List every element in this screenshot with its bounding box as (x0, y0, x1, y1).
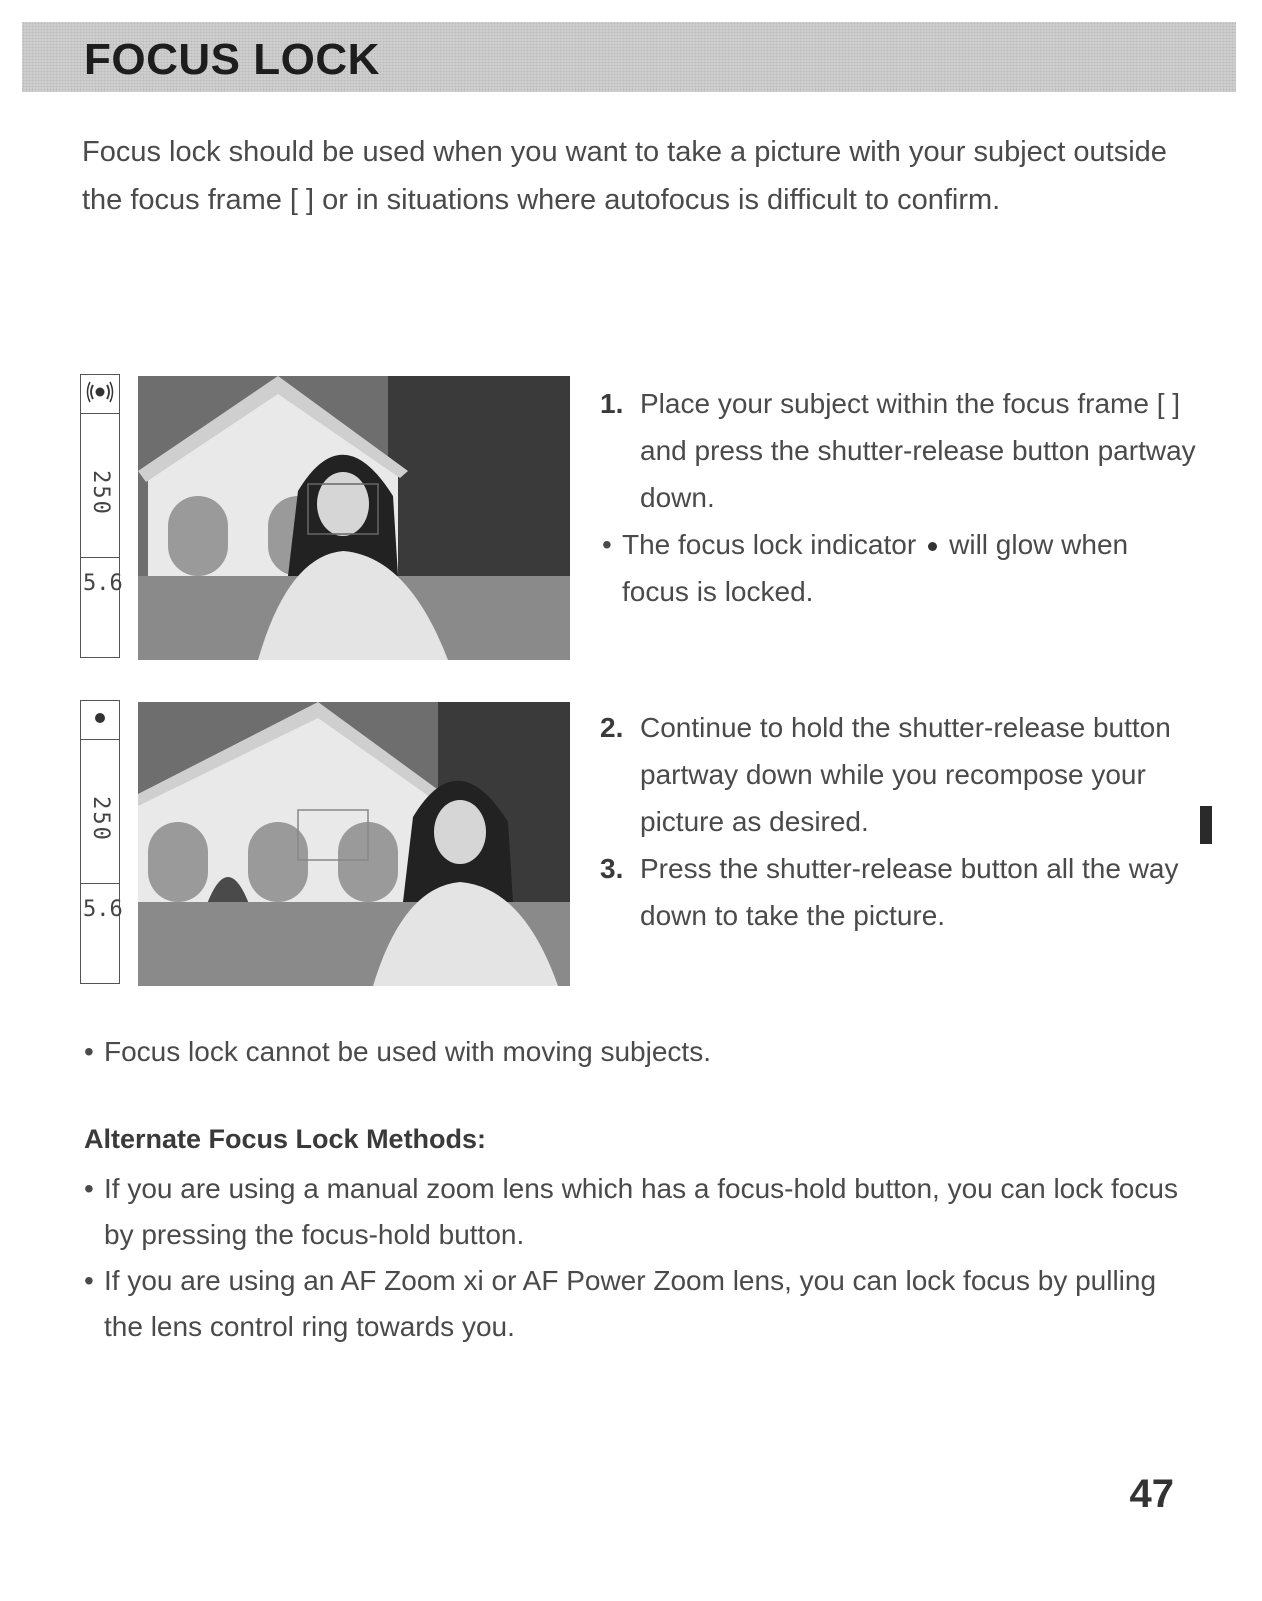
viewfinder-illustration-1 (80, 374, 572, 662)
focus-lock-blinking-icon (81, 379, 119, 409)
note-text: Focus lock cannot be used with moving subjects. (104, 1036, 711, 1067)
bullet-text-after: will glow when focus is locked. (622, 529, 1129, 607)
step-2 (600, 704, 1200, 845)
aperture-readout: 5.6 (83, 897, 123, 922)
step-number: 3. (600, 853, 624, 884)
bullet-marker: • (84, 1036, 94, 1067)
page-title: FOCUS LOCK (84, 35, 380, 84)
viewfinder-display-2 (80, 700, 123, 984)
steps-group-1 (600, 380, 1200, 615)
list-item-text: If you are using an AF Zoom xi or AF Power Zoom lens, you can lock focus by pulling the lens control ring towards you. (104, 1265, 1157, 1342)
step-number: 1. (600, 388, 624, 419)
bullet-marker: • (84, 1173, 94, 1204)
step-text: Continue to hold the shutter-release button partway down while you recompose your picture as desired. (640, 712, 1171, 837)
bullet-marker: • (602, 529, 612, 560)
strip-divider (81, 557, 119, 558)
page-number: 47 (1129, 1472, 1174, 1516)
scene-photo-1 (138, 376, 570, 660)
focus-lock-dot-icon (81, 705, 119, 735)
bullet-text-before: The focus lock indicator (622, 529, 917, 560)
focus-indicator-bullet (600, 521, 1200, 615)
step-1 (600, 380, 1200, 521)
viewfinder-display-1 (80, 374, 123, 658)
shutter-speed-readout: 250 (88, 470, 113, 516)
scene-photo-2 (138, 702, 570, 986)
viewfinder-illustration-2 (80, 700, 572, 988)
moving-subjects-note (82, 1030, 711, 1074)
shutter-speed-readout: 250 (88, 796, 113, 842)
step-3 (600, 845, 1200, 939)
section-header (22, 22, 1236, 92)
steps-group-2 (600, 704, 1200, 939)
strip-divider (81, 413, 119, 414)
list-item (82, 1258, 1192, 1350)
step-number: 2. (600, 712, 624, 743)
focus-lock-indicator-icon (928, 542, 937, 551)
step-text: Place your subject within the focus frame [ ] and press the shutter-release button partway down. (640, 388, 1196, 513)
bullet-marker: • (84, 1265, 94, 1296)
step-text: Press the shutter-release button all the way down to take the picture. (640, 853, 1179, 931)
list-item-text: If you are using a manual zoom lens which has a focus-hold button, you can lock focus by pressing the focus-hold button. (104, 1173, 1178, 1250)
aperture-readout: 5.6 (83, 571, 123, 596)
list-item (82, 1166, 1192, 1258)
section-tab-marker (1200, 806, 1212, 844)
alternate-methods-heading: Alternate Focus Lock Methods: (84, 1124, 487, 1154)
intro-paragraph: Focus lock should be used when you want to take a picture with your subject outside the focus frame [ ] or in situations where autofocus is difficult to confirm. (82, 136, 1167, 216)
alternate-methods-list (82, 1166, 1192, 1350)
strip-divider (81, 739, 119, 740)
strip-divider (81, 883, 119, 884)
